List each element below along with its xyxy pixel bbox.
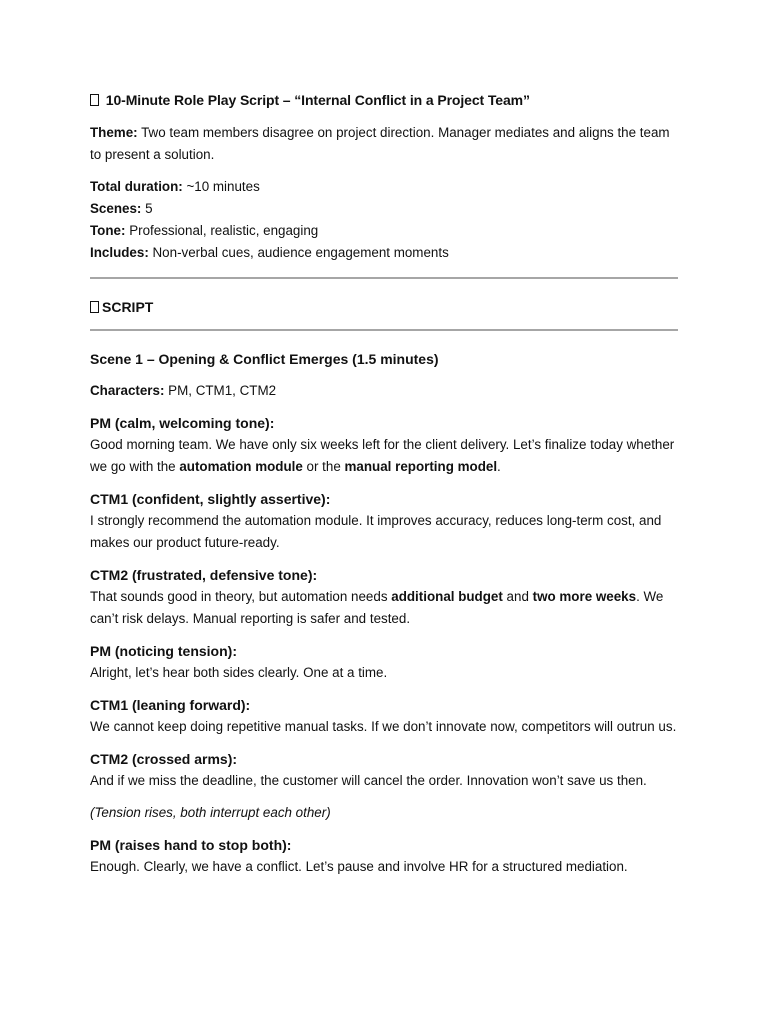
speaker-pm-1: PM (calm, welcoming tone): [90, 415, 275, 431]
theme-line [90, 122, 678, 166]
scenes-label: Scenes: [90, 201, 142, 216]
emphasis-manual-reporting-model: manual reporting model [344, 459, 498, 474]
speaker-ctm2-2: CTM2 (crossed arms): [90, 751, 238, 767]
dialogue-ctm2-2: And if we miss the deadline, the customer will cancel the order. Innovation won’t save us then. [90, 773, 647, 788]
divider-2 [90, 329, 678, 331]
tone-line [90, 220, 678, 242]
speaker-ctm1-2: CTM1 (leaning forward): [90, 697, 251, 713]
script-heading: SCRIPT [90, 296, 678, 318]
characters-label: Characters: [90, 383, 165, 398]
emphasis-additional-budget: additional budget [391, 589, 503, 604]
missing-glyph-icon [90, 301, 99, 313]
document-title: 10-Minute Role Play Script – “Internal Conflict in a Project Team” [90, 92, 678, 108]
includes-line [90, 242, 678, 264]
dialogue-pm-1: Good morning team. We have only six weeks left for the client delivery. Let’s finalize today whether we go with the automation module or the manual reporting model. [90, 437, 675, 474]
scenes-value: 5 [145, 201, 153, 216]
characters-value: PM, CTM1, CTM2 [168, 383, 277, 398]
tone-value: Professional, realistic, engaging [129, 223, 319, 238]
scene-1-title: Scene 1 – Opening & Conflict Emerges (1.5 minutes) [90, 351, 439, 367]
dialogue-ctm1-2: We cannot keep doing repetitive manual tasks. If we don’t innovate now, competitors will outrun us. [90, 719, 677, 734]
speaker-ctm2-1: CTM2 (frustrated, defensive tone): [90, 567, 318, 583]
duration-label: Total duration: [90, 179, 183, 194]
dialogue-pm-2: Alright, let’s hear both sides clearly. One at a time. [90, 665, 388, 680]
dialogue-ctm1-1: I strongly recommend the automation module. It improves accuracy, reduces long-term cost, and makes our product future-ready. [90, 513, 662, 550]
missing-glyph-icon [90, 94, 99, 106]
includes-label: Includes: [90, 245, 149, 260]
theme-label: Theme: [90, 125, 138, 140]
duration-value: ~10 minutes [186, 179, 260, 194]
tone-label: Tone: [90, 223, 126, 238]
stage-direction: (Tension rises, both interrupt each other) [90, 805, 331, 820]
duration-line [90, 176, 678, 198]
emphasis-automation-module: automation module [179, 459, 303, 474]
speaker-ctm1-1: CTM1 (confident, slightly assertive): [90, 491, 331, 507]
speaker-pm-3: PM (raises hand to stop both): [90, 837, 292, 853]
dialogue-ctm2-1: That sounds good in theory, but automation needs additional budget and two more weeks. We can’t risk delays. Manual reporting is safer and tested. [90, 589, 664, 626]
dialogue-pm-3: Enough. Clearly, we have a conflict. Let’s pause and involve HR for a structured mediation. [90, 859, 628, 874]
divider-1 [90, 277, 678, 279]
theme-value: Two team members disagree on project direction. Manager mediates and aligns the team to present a solution. [90, 125, 670, 162]
characters-line [90, 380, 678, 402]
emphasis-two-more-weeks: two more weeks [532, 589, 637, 604]
includes-value: Non-verbal cues, audience engagement moments [152, 245, 449, 260]
speaker-pm-2: PM (noticing tension): [90, 643, 237, 659]
scenes-line [90, 198, 678, 220]
